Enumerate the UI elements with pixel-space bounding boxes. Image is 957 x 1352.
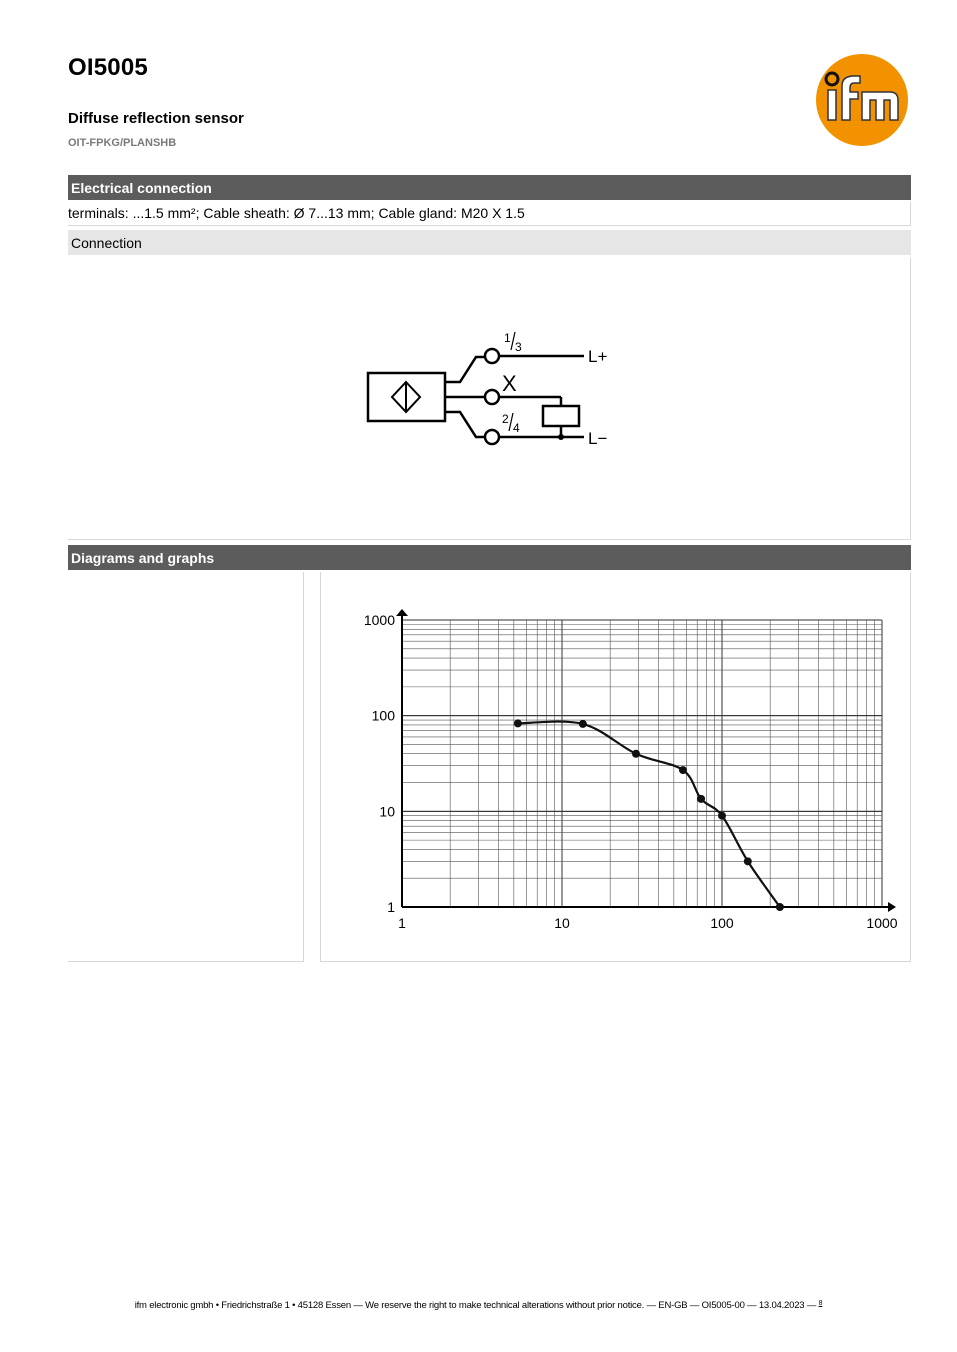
x-tick-label: 10 — [554, 915, 570, 931]
y-tick-label: 100 — [371, 707, 395, 724]
x-tick-label: 100 — [710, 915, 734, 931]
page-footer — [0, 1300, 957, 1311]
terminal-top — [485, 349, 499, 363]
pin-bottom-den: 4 — [513, 421, 520, 435]
data-point — [579, 720, 587, 728]
wiring-diagram — [68, 258, 911, 540]
data-point — [718, 812, 726, 820]
data-point — [697, 795, 705, 803]
terminals-spec: terminals: ...1.5 mm²; Cable sheath: Ø 7...13 mm; Cable gland: M20 X 1.5 — [68, 202, 911, 226]
y-axis-arrow — [396, 609, 408, 616]
log-log-chart — [321, 572, 910, 960]
load-symbol — [543, 406, 579, 426]
data-point — [632, 750, 640, 758]
l-minus-label: L− — [588, 429, 608, 448]
l-plus-label: L+ — [588, 347, 608, 366]
page-title: OI5005 — [68, 54, 148, 81]
page-number: 8 — [818, 1300, 823, 1307]
wire-top — [445, 357, 484, 382]
product-code: OIT-FPKG/PLANSHB — [68, 137, 177, 149]
ifm-logo — [814, 52, 910, 148]
terminal-bottom — [485, 430, 499, 444]
data-point — [744, 857, 752, 865]
connection-diagram-panel — [68, 258, 911, 540]
y-tick-label: 10 — [379, 803, 395, 820]
data-point — [514, 719, 522, 727]
series-line — [518, 722, 780, 907]
data-point — [776, 903, 784, 911]
diagram-right-cell — [320, 572, 911, 962]
pin-bottom-num: 2 — [502, 412, 509, 426]
x-tick-label: 1 — [398, 915, 406, 931]
diagram-left-cell — [68, 572, 304, 962]
pin-mid-label: X — [502, 371, 517, 396]
pin-top-den: 3 — [515, 340, 522, 354]
x-axis-arrow — [888, 902, 896, 912]
y-tick-label: 1 — [387, 899, 395, 915]
data-point — [679, 766, 687, 774]
pin-top-num: 1 — [504, 331, 511, 345]
y-tick-label: 1000 — [363, 612, 395, 628]
connection-label: Connection — [68, 230, 911, 255]
wire-bottom — [445, 412, 484, 437]
x-tick-label: 1000 — [866, 915, 898, 931]
product-subtitle: Diffuse reflection sensor — [68, 110, 244, 127]
footer-text: ifm electronic gmbh • Friedrichstraße 1 • 45128 Essen — We reserve the right to make technical alterations without prior notice. — EN-GB — OI5005-00 — 13.04.2023 — — [134, 1300, 817, 1311]
electrical-connection-heading: Electrical connection — [68, 175, 911, 200]
terminal-mid — [485, 390, 499, 404]
diagrams-heading: Diagrams and graphs — [68, 545, 911, 570]
